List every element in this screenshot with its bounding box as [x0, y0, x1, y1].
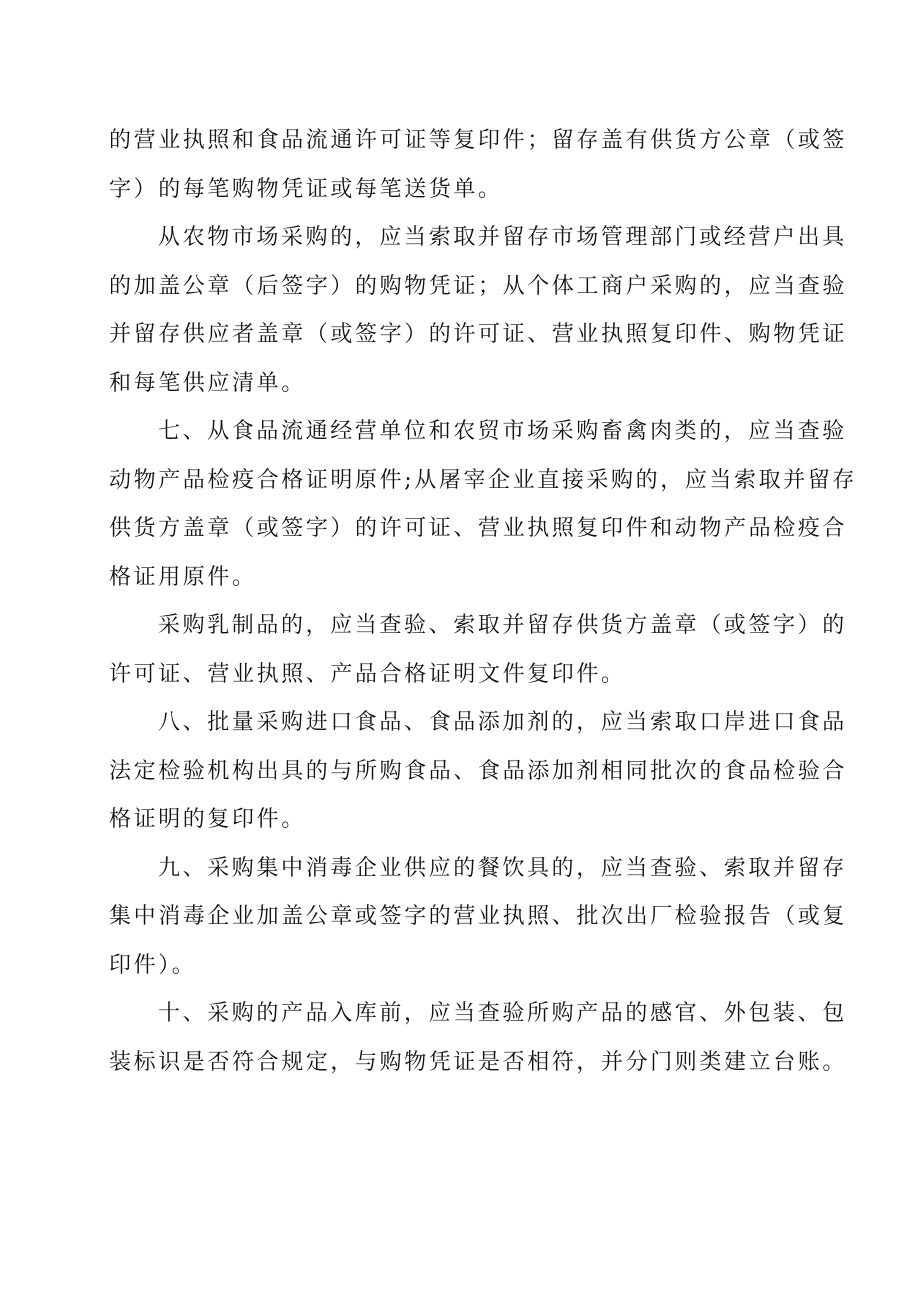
text-line: 印件）。	[109, 952, 197, 978]
text-line: 八、批量采购进口食品、食品添加剂的，应当索取口岸进口食品	[158, 710, 847, 735]
text-line: 格证用原件。	[109, 564, 257, 590]
paragraph-item-9-tableware	[109, 845, 848, 991]
text-line: 集中消毒企业加盖公章或签字的营业执照、批次出厂检验报告（或复	[109, 904, 848, 929]
paragraph-farm-market-purchase	[109, 214, 848, 408]
text-line: 和每笔供应清单。	[109, 370, 306, 396]
text-line: 许可证、营业执照、产品合格证明文件复印件。	[109, 661, 626, 687]
text-line: 并留存供应者盖章（或签字）的许可证、营业执照复印件、购物凭证	[109, 322, 848, 347]
paragraph-item-7-meat	[109, 408, 858, 602]
text-line: 法定检验机构出具的与所购食品、食品添加剂相同批次的食品检验合	[109, 758, 848, 784]
text-line: 的加盖公章（后签字）的购物凭证；从个体工商户采购的，应当查验	[109, 273, 848, 299]
text-line: 的营业执照和食品流通许可证等复印件；留存盖有供货方公章（或签	[109, 128, 848, 153]
text-line: 采购乳制品的，应当查验、索取并留存供货方盖章（或签字）的	[158, 613, 847, 638]
paragraph-continuation-supplier-docs	[109, 117, 848, 214]
text-line: 格证明的复印件。	[109, 807, 306, 832]
text-line: 十、采购的产品入库前，应当查验所购产品的感官、外包装、包	[158, 1001, 847, 1026]
document-body	[109, 117, 858, 1087]
text-line: 从农物市场采购的，应当索取并留存市场管理部门或经营户出具	[158, 225, 847, 250]
text-line: 字）的每笔购物凭证或每笔送货单。	[109, 176, 503, 202]
text-line: 供货方盖章（或签字）的许可证、营业执照复印件和动物产品检疫合	[109, 516, 848, 541]
paragraph-item-8-imports	[109, 699, 848, 845]
text-line: 九、采购集中消毒企业供应的餐饮具的，应当查验、索取并留存	[158, 855, 847, 881]
text-line: 装标识是否符合规定，与购物凭证是否相符，并分门则类建立台账。	[109, 1049, 848, 1075]
text-line: 七、从食品流通经营单位和农贸市场采购畜禽肉类的，应当查验	[158, 419, 847, 444]
text-line: 动物产品检疫合格证明原件;从屠宰企业直接采购的，应当索取并留存	[109, 467, 858, 493]
paragraph-dairy-purchase	[109, 602, 847, 699]
paragraph-item-10-inspection	[109, 990, 848, 1087]
